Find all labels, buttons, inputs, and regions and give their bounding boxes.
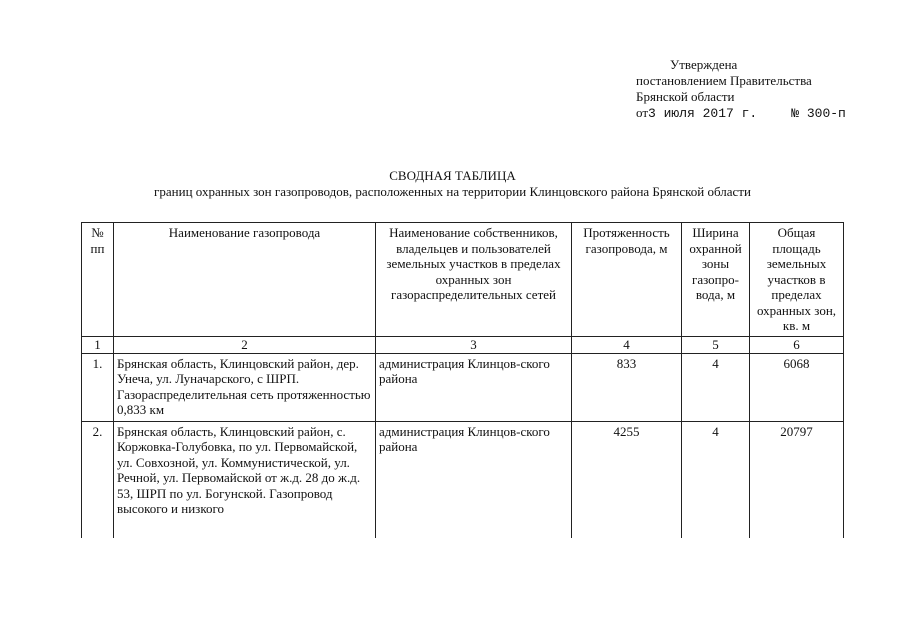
document-subtitle: границ охранных зон газопроводов, расположенных на территории Клинцовского района Брянской области: [154, 184, 751, 199]
index-cell: 6: [750, 336, 844, 353]
date-value: 3 июля 2017 г.: [648, 106, 758, 121]
owner-name: администрация Клинцов-ского района: [376, 421, 572, 538]
boundaries-table: [81, 222, 844, 538]
header-cell: Наименование собственников, владельцев и пользователей земельных участков в пределах охранных зон газораспределительных сетей: [376, 223, 572, 337]
column-index-row: [82, 336, 844, 353]
row-number: 1.: [82, 353, 114, 421]
header-cell: Ширина охранной зоны газопро-вода, м: [682, 223, 750, 337]
pipeline-name: Брянская область, Клинцовский район, дер. Унеча, ул. Луначарского, с ШРП. Газораспределительная сеть протяженностью 0,833 км: [114, 353, 376, 421]
date-prefix: от: [636, 105, 649, 120]
index-cell: 1: [82, 336, 114, 353]
table-header-row: [82, 223, 844, 337]
zone-width: 4: [682, 421, 750, 538]
header-cell: № пп: [82, 223, 114, 337]
index-cell: 2: [114, 336, 376, 353]
table-row: [82, 353, 844, 421]
approval-line-2: постановлением Правительства: [636, 73, 812, 88]
pipeline-name: Брянская область, Клинцовский район, с. Коржовка-Голубовка, по ул. Первомайской, ул. Совхозной, ул. Коммунистической, ул. Речной, ул. Первомайской от ж.д. 28 до ж.д. 53, ШРП по ул. Богунской. Газопровод высокого и низкого: [114, 421, 376, 538]
index-cell: 3: [376, 336, 572, 353]
total-area: 6068: [750, 353, 844, 421]
header-cell: Наименование газопровода: [114, 223, 376, 337]
approval-block: [636, 57, 846, 122]
pipeline-length: 4255: [572, 421, 682, 538]
document-title: СВОДНАЯ ТАБЛИЦА: [389, 168, 516, 183]
header-cell: Протяженность газопровода, м: [572, 223, 682, 337]
decree-number: № 300-п: [791, 106, 846, 121]
index-cell: 4: [572, 336, 682, 353]
total-area: 20797: [750, 421, 844, 538]
zone-width: 4: [682, 353, 750, 421]
row-number: 2.: [82, 421, 114, 538]
approval-line-1: Утверждена: [670, 57, 738, 72]
index-cell: 5: [682, 336, 750, 353]
header-cell: Общая площадь земельных участков в пределах охранных зон, кв. м: [750, 223, 844, 337]
approval-date-line: [636, 105, 846, 122]
pipeline-length: 833: [572, 353, 682, 421]
table-row: [82, 421, 844, 538]
approval-line-3: Брянской области: [636, 89, 735, 104]
owner-name: администрация Клинцов-ского района: [376, 353, 572, 421]
